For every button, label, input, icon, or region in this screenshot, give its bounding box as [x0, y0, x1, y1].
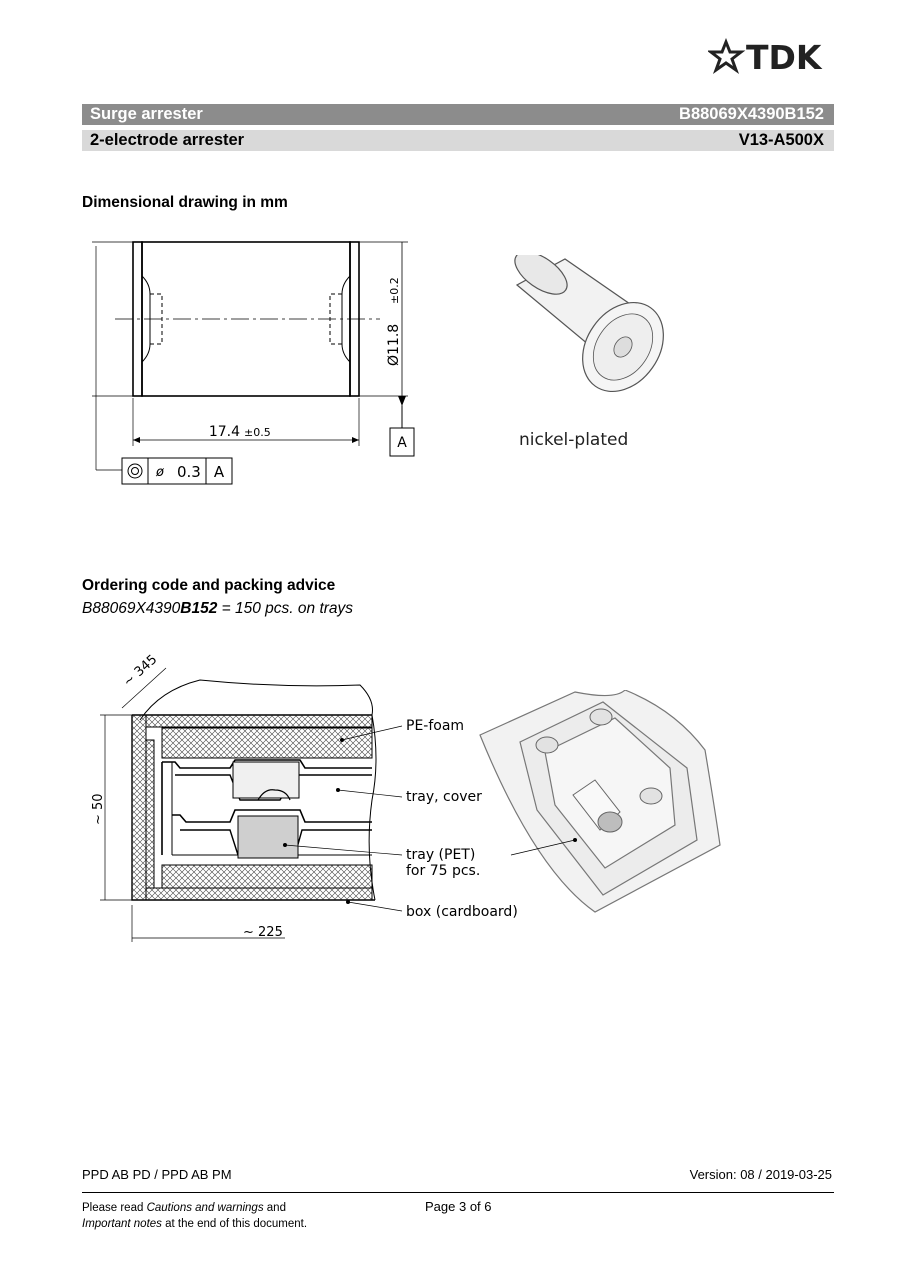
diameter-symbol: ø — [156, 465, 164, 480]
note-line1-c: and — [263, 1202, 286, 1214]
label-tray-pet: tray (PET) — [406, 847, 476, 863]
tdk-logo — [708, 38, 838, 74]
ordering-code-bold: B152 — [180, 600, 218, 617]
dimensional-drawing — [90, 236, 420, 492]
ordering-title: Ordering code and packing advice — [82, 577, 336, 594]
product-type: 2-electrode arrester — [90, 131, 245, 149]
label-box: box (cardboard) — [406, 904, 518, 920]
note-line1-a: Please read — [82, 1202, 147, 1214]
nickel-plated-label: nickel-plated — [519, 430, 629, 450]
note-line2-b: at the end of this document. — [161, 1218, 308, 1230]
diameter-tolerance: ±0.2 — [388, 277, 401, 304]
note-line2-a: Important notes — [82, 1218, 162, 1230]
diameter-value: Ø11.8 — [386, 323, 402, 366]
header-bar-product — [82, 104, 834, 125]
footer-department: PPD AB PD / PPD AB PM — [82, 1167, 232, 1182]
arrester-3d-view — [495, 255, 675, 400]
ordering-code — [82, 600, 353, 618]
datum-label: A — [397, 435, 407, 451]
tdk-star-icon — [711, 42, 741, 70]
header-bar-type — [82, 130, 834, 151]
length-tolerance: ±0.5 — [244, 426, 271, 439]
series-code: V13-A500X — [738, 131, 824, 149]
label-tray-cover: tray, cover — [406, 789, 482, 805]
label-tray-pcs: for 75 pcs. — [406, 863, 481, 879]
tray-3d-view — [475, 690, 725, 915]
packing-cross-section — [80, 650, 530, 950]
ordering-code-suffix: = 150 pcs. on trays — [217, 600, 354, 617]
length-value: 17.4 — [208, 424, 240, 440]
dimensional-drawing-title: Dimensional drawing in mm — [82, 194, 288, 211]
tolerance-value: 0.3 — [177, 463, 201, 481]
dim-width: ~ 345 — [120, 652, 161, 690]
tolerance-datum: A — [213, 463, 225, 481]
label-pe-foam: PE-foam — [406, 718, 465, 734]
page-number: Page 3 of 6 — [425, 1199, 492, 1214]
tdk-logo-text: TDK — [746, 38, 822, 74]
footer-divider — [82, 1192, 834, 1193]
dim-length: ~ 225 — [243, 925, 283, 940]
part-number: B88069X4390B152 — [679, 105, 824, 123]
footer-note — [82, 1200, 307, 1232]
dim-height: ~ 50 — [91, 793, 106, 825]
product-name: Surge arrester — [90, 105, 203, 123]
note-line1-b: Cautions and warnings — [146, 1202, 264, 1214]
footer-version: Version: 08 / 2019-03-25 — [689, 1167, 832, 1182]
ordering-code-prefix: B88069X4390 — [82, 600, 181, 617]
